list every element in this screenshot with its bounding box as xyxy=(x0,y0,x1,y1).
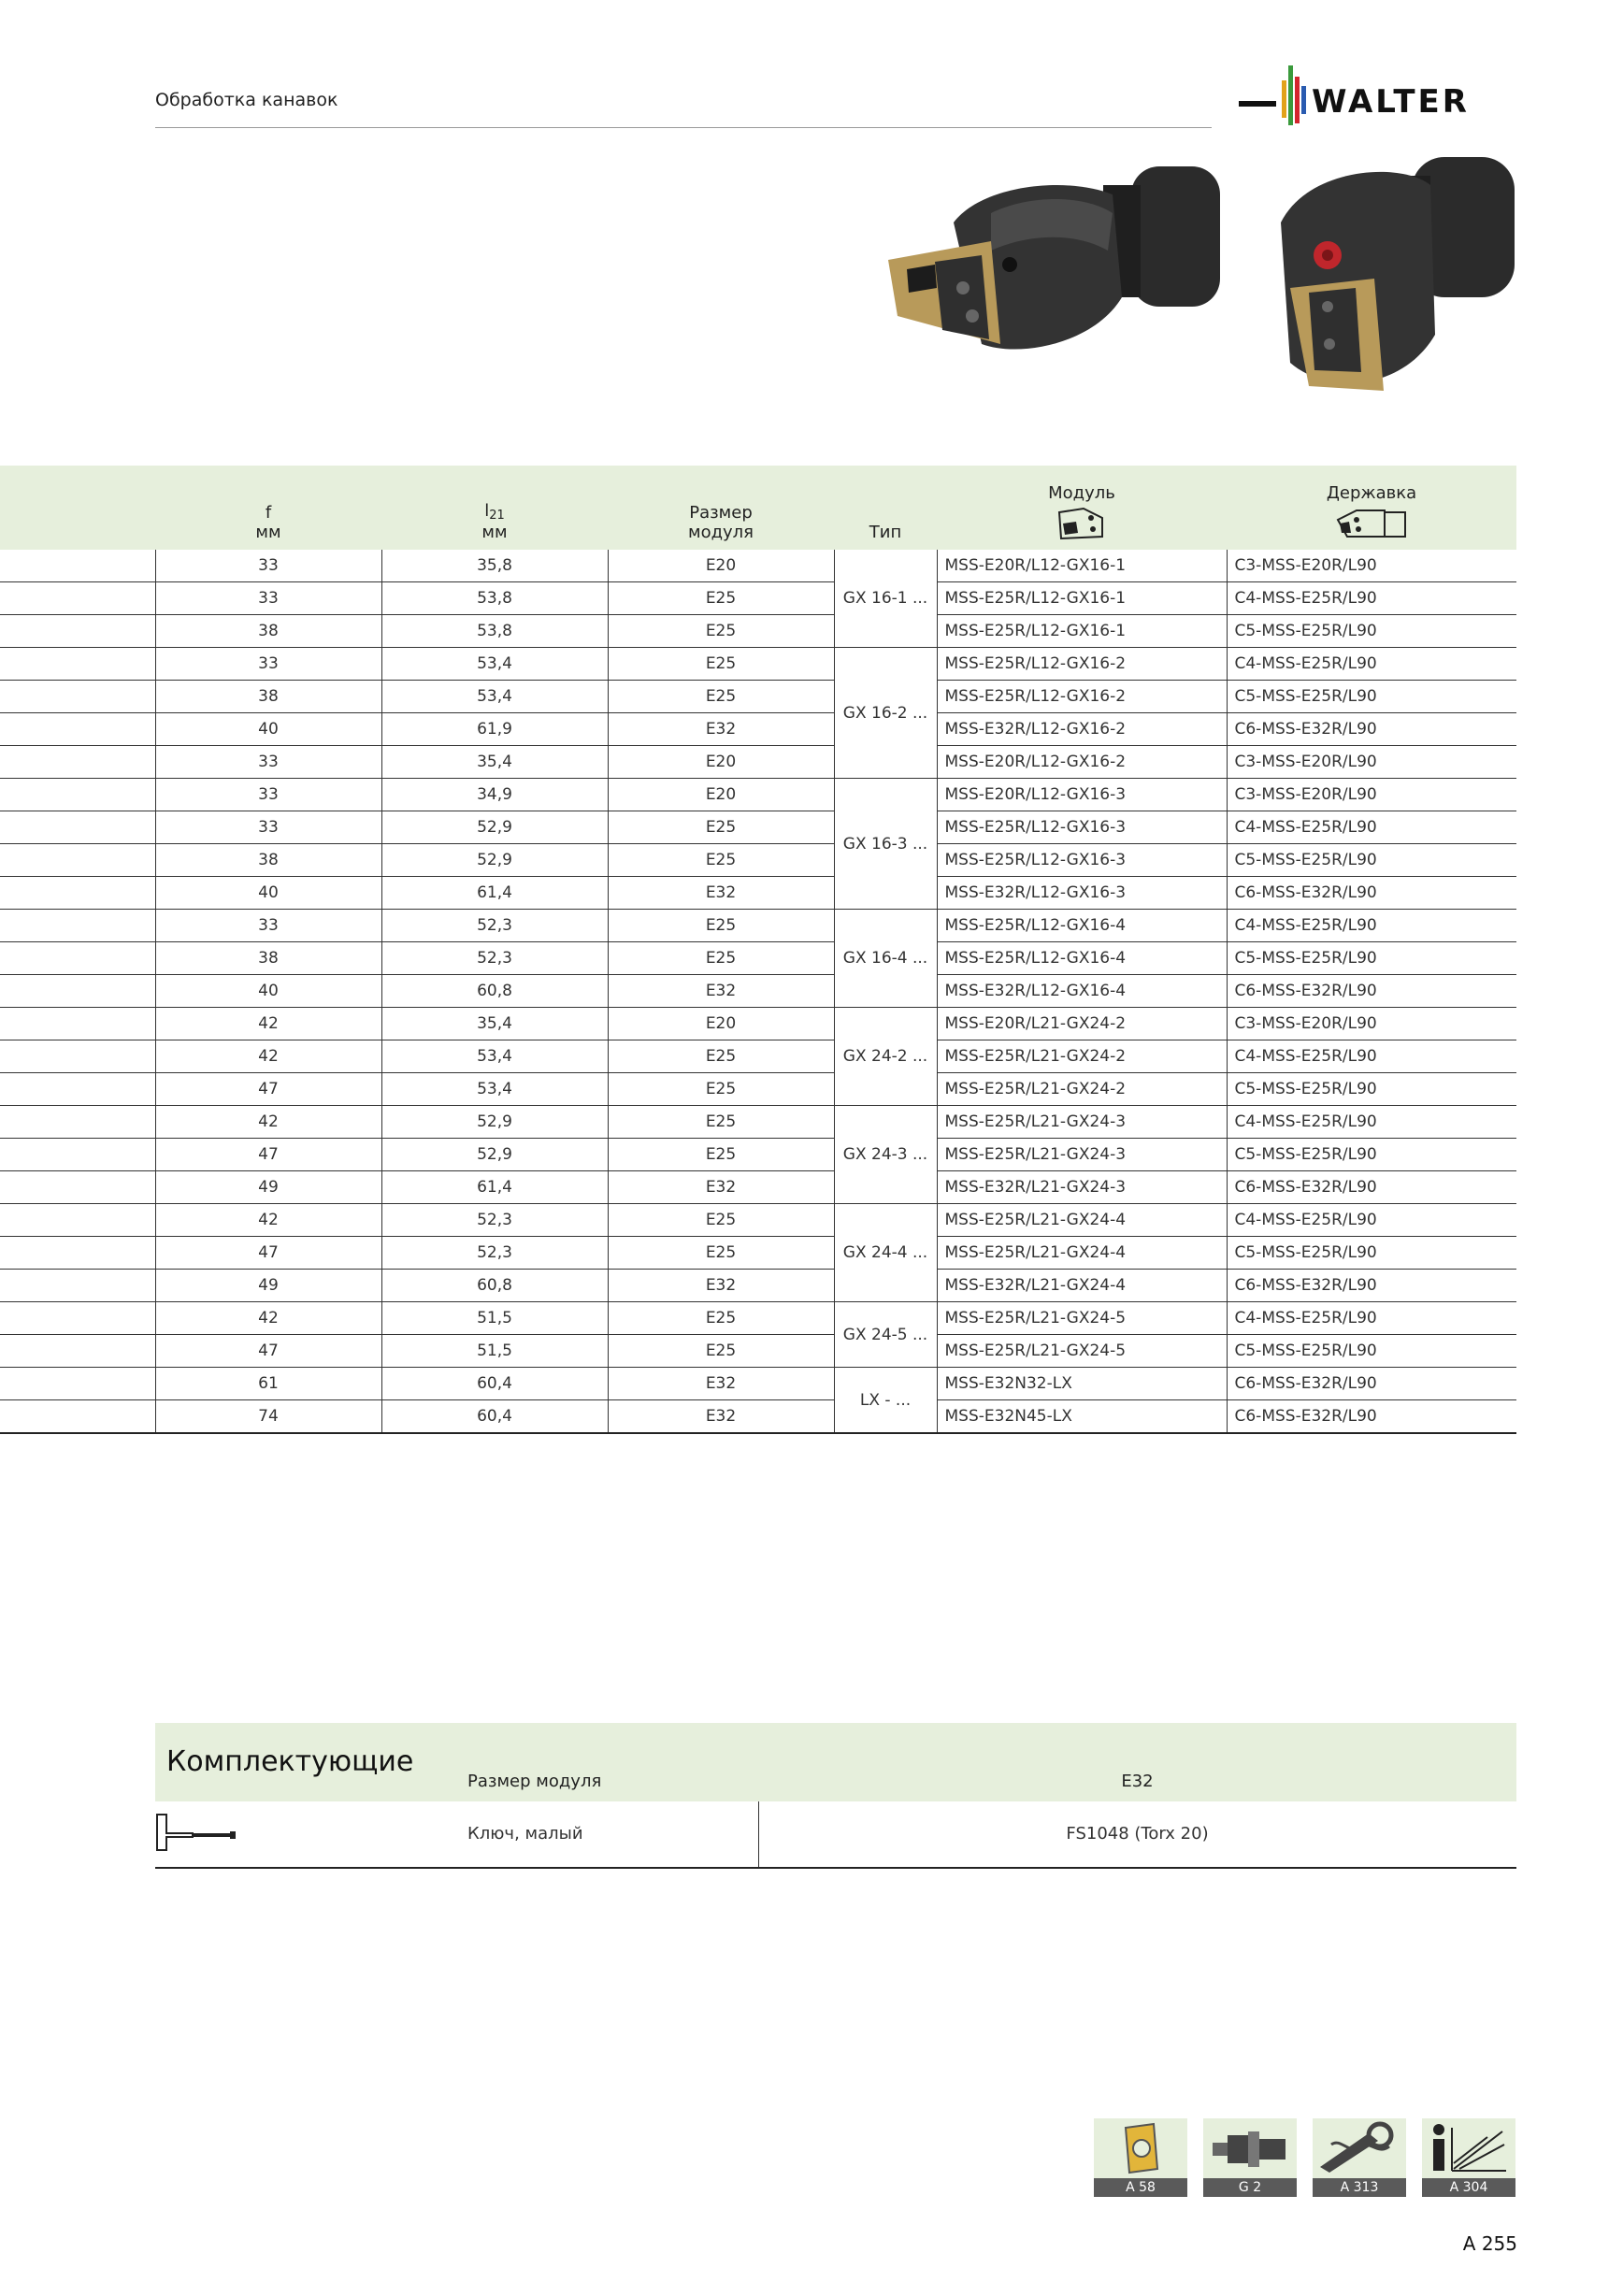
cell-module-code: MSS-E20R/L12-GX16-2 xyxy=(937,746,1227,779)
cell-module-size: E25 xyxy=(608,681,834,713)
cell-module-size: E25 xyxy=(608,1139,834,1171)
ref-label-1: A 58 xyxy=(1094,2178,1187,2197)
cell-module-code: MSS-E25R/L12-GX16-3 xyxy=(937,811,1227,844)
row-lead-cell xyxy=(0,615,155,648)
cell-f: 33 xyxy=(155,746,381,779)
cell-f: 33 xyxy=(155,910,381,942)
cell-module-size: E20 xyxy=(608,550,834,582)
cell-l21: 35,4 xyxy=(381,1008,608,1040)
row-lead-cell xyxy=(0,681,155,713)
cell-module-size: E32 xyxy=(608,975,834,1008)
table-row xyxy=(0,1139,1516,1171)
cell-holder-code: C5-MSS-E25R/L90 xyxy=(1227,1335,1516,1368)
table-row xyxy=(0,582,1516,615)
table-row xyxy=(0,1106,1516,1139)
cell-module-size: E25 xyxy=(608,1302,834,1335)
cell-module-code: MSS-E32R/L12-GX16-4 xyxy=(937,975,1227,1008)
cell-holder-code: C6-MSS-E32R/L90 xyxy=(1227,1368,1516,1400)
accessories-section xyxy=(155,1723,1516,1869)
row-lead-cell xyxy=(0,1368,155,1400)
adaptor-icon xyxy=(1203,2118,1297,2178)
cell-f: 33 xyxy=(155,811,381,844)
cell-l21: 51,5 xyxy=(381,1335,608,1368)
tool-photo-holder xyxy=(1271,148,1524,405)
cell-module-code: MSS-E32N32-LX xyxy=(937,1368,1227,1400)
table-row xyxy=(0,1008,1516,1040)
cell-f: 49 xyxy=(155,1270,381,1302)
cell-f: 38 xyxy=(155,615,381,648)
cell-holder-code: C6-MSS-E32R/L90 xyxy=(1227,1171,1516,1204)
cell-holder-code: C4-MSS-E25R/L90 xyxy=(1227,1204,1516,1237)
cell-f: 47 xyxy=(155,1237,381,1270)
cell-l21: 53,8 xyxy=(381,582,608,615)
table-row xyxy=(0,975,1516,1008)
ref-tile-info[interactable] xyxy=(1422,2118,1515,2197)
walter-logo xyxy=(1239,60,1519,135)
cell-holder-code: C3-MSS-E20R/L90 xyxy=(1227,779,1516,811)
cell-holder-code: C5-MSS-E25R/L90 xyxy=(1227,1139,1516,1171)
cell-f: 61 xyxy=(155,1368,381,1400)
cell-holder-code: C6-MSS-E32R/L90 xyxy=(1227,975,1516,1008)
row-lead-cell xyxy=(0,975,155,1008)
table-row xyxy=(0,615,1516,648)
table-row xyxy=(0,1270,1516,1302)
row-lead-cell xyxy=(0,844,155,877)
row-lead-cell xyxy=(0,877,155,910)
accessory-item-name: Ключ, малый xyxy=(467,1824,583,1844)
accessories-row xyxy=(155,1801,1516,1869)
cell-module-size: E32 xyxy=(608,1171,834,1204)
cell-l21: 52,9 xyxy=(381,1106,608,1139)
cell-f: 42 xyxy=(155,1040,381,1073)
cell-module-size: E25 xyxy=(608,1073,834,1106)
cell-module-code: MSS-E25R/L21-GX24-2 xyxy=(937,1073,1227,1106)
cell-holder-code: C3-MSS-E20R/L90 xyxy=(1227,1008,1516,1040)
holder-icon xyxy=(1334,505,1409,542)
cell-module-size: E25 xyxy=(608,942,834,975)
cell-holder-code: C5-MSS-E25R/L90 xyxy=(1227,681,1516,713)
cell-module-size: E25 xyxy=(608,615,834,648)
cell-type-group: LX - ... xyxy=(834,1368,937,1434)
section-title: Обработка канавок xyxy=(155,90,338,110)
cell-module-size: E32 xyxy=(608,1270,834,1302)
cell-holder-code: C4-MSS-E25R/L90 xyxy=(1227,1302,1516,1335)
cell-l21: 60,4 xyxy=(381,1368,608,1400)
cell-module-size: E32 xyxy=(608,1400,834,1434)
row-lead-cell xyxy=(0,1335,155,1368)
cell-module-code: MSS-E25R/L12-GX16-1 xyxy=(937,582,1227,615)
cell-module-code: MSS-E25R/L12-GX16-2 xyxy=(937,681,1227,713)
row-lead-cell xyxy=(0,910,155,942)
cell-module-size: E25 xyxy=(608,1040,834,1073)
table-row xyxy=(0,1237,1516,1270)
cell-module-code: MSS-E20R/L12-GX16-3 xyxy=(937,779,1227,811)
ref-tile-technical[interactable] xyxy=(1313,2118,1406,2197)
cell-f: 74 xyxy=(155,1400,381,1434)
module-icon xyxy=(1056,505,1108,542)
cell-holder-code: C4-MSS-E25R/L90 xyxy=(1227,1040,1516,1073)
tool-photo-grooving-module xyxy=(879,157,1239,405)
table-row xyxy=(0,746,1516,779)
cell-module-size: E25 xyxy=(608,582,834,615)
header-holder: Державка xyxy=(1227,466,1516,550)
cell-module-code: MSS-E32R/L21-GX24-4 xyxy=(937,1270,1227,1302)
row-lead-cell xyxy=(0,1400,155,1434)
row-lead-cell xyxy=(0,1139,155,1171)
cell-f: 40 xyxy=(155,975,381,1008)
row-lead-cell xyxy=(0,1204,155,1237)
table-row xyxy=(0,1073,1516,1106)
cell-holder-code: C6-MSS-E32R/L90 xyxy=(1227,713,1516,746)
cell-module-code: MSS-E25R/L21-GX24-2 xyxy=(937,1040,1227,1073)
cell-module-size: E25 xyxy=(608,1204,834,1237)
cell-f: 38 xyxy=(155,844,381,877)
cell-module-code: MSS-E25R/L21-GX24-5 xyxy=(937,1302,1227,1335)
cell-l21: 60,8 xyxy=(381,1270,608,1302)
row-lead-cell xyxy=(0,1237,155,1270)
cell-holder-code: C4-MSS-E25R/L90 xyxy=(1227,648,1516,681)
header-f: f мм xyxy=(255,503,281,542)
cell-module-size: E25 xyxy=(608,1237,834,1270)
table-row xyxy=(0,1400,1516,1434)
row-lead-cell xyxy=(0,1270,155,1302)
cell-holder-code: C5-MSS-E25R/L90 xyxy=(1227,942,1516,975)
cell-f: 42 xyxy=(155,1302,381,1335)
wrench-icon xyxy=(1313,2118,1406,2178)
cell-holder-code: C3-MSS-E20R/L90 xyxy=(1227,550,1516,582)
cell-module-code: MSS-E25R/L21-GX24-4 xyxy=(937,1237,1227,1270)
cell-l21: 53,4 xyxy=(381,1040,608,1073)
cell-holder-code: C5-MSS-E25R/L90 xyxy=(1227,1237,1516,1270)
table-row xyxy=(0,779,1516,811)
table-row xyxy=(0,1171,1516,1204)
row-lead-cell xyxy=(0,582,155,615)
row-lead-cell xyxy=(0,746,155,779)
cell-module-code: MSS-E25R/L21-GX24-5 xyxy=(937,1335,1227,1368)
cell-l21: 51,5 xyxy=(381,1302,608,1335)
cell-module-code: MSS-E25R/L12-GX16-1 xyxy=(937,615,1227,648)
accessories-size-label: Размер модуля xyxy=(467,1772,602,1791)
cell-holder-code: C6-MSS-E32R/L90 xyxy=(1227,877,1516,910)
cell-l21: 53,8 xyxy=(381,615,608,648)
svg-text:WALTER: WALTER xyxy=(1312,83,1470,121)
cell-f: 38 xyxy=(155,681,381,713)
cell-module-code: MSS-E32R/L12-GX16-3 xyxy=(937,877,1227,910)
cell-l21: 52,9 xyxy=(381,844,608,877)
header-l21: $l_{21}$ мм xyxy=(481,501,508,542)
cell-module-code: MSS-E25R/L12-GX16-4 xyxy=(937,942,1227,975)
header-module: Модуль xyxy=(937,466,1227,550)
cell-f: 40 xyxy=(155,713,381,746)
info-chart-icon xyxy=(1422,2118,1515,2178)
cell-module-code: MSS-E25R/L21-GX24-3 xyxy=(937,1106,1227,1139)
cell-l21: 52,9 xyxy=(381,1139,608,1171)
cell-module-code: MSS-E20R/L21-GX24-2 xyxy=(937,1008,1227,1040)
cell-l21: 61,9 xyxy=(381,713,608,746)
cell-holder-code: C5-MSS-E25R/L90 xyxy=(1227,1073,1516,1106)
cell-module-size: E25 xyxy=(608,811,834,844)
cell-module-code: MSS-E20R/L12-GX16-1 xyxy=(937,550,1227,582)
table-row xyxy=(0,1368,1516,1400)
cell-l21: 52,3 xyxy=(381,910,608,942)
cell-f: 42 xyxy=(155,1106,381,1139)
cell-module-size: E25 xyxy=(608,648,834,681)
accessories-title: Комплектующие xyxy=(166,1745,414,1778)
cell-l21: 52,9 xyxy=(381,811,608,844)
accessories-size-value: E32 xyxy=(1121,1772,1154,1791)
cell-f: 33 xyxy=(155,550,381,582)
cell-l21: 35,4 xyxy=(381,746,608,779)
row-lead-cell xyxy=(0,1171,155,1204)
table-row xyxy=(0,550,1516,582)
cell-f: 47 xyxy=(155,1139,381,1171)
cell-holder-code: C4-MSS-E25R/L90 xyxy=(1227,1106,1516,1139)
cell-module-size: E25 xyxy=(608,844,834,877)
cell-f: 42 xyxy=(155,1008,381,1040)
row-lead-cell xyxy=(0,550,155,582)
cell-module-code: MSS-E25R/L12-GX16-2 xyxy=(937,648,1227,681)
cell-l21: 52,3 xyxy=(381,1237,608,1270)
torx-key-icon xyxy=(155,1813,239,1856)
cell-module-size: E32 xyxy=(608,713,834,746)
cell-holder-code: C6-MSS-E32R/L90 xyxy=(1227,1400,1516,1434)
cell-l21: 61,4 xyxy=(381,1171,608,1204)
header-blank xyxy=(0,466,155,550)
cell-l21: 60,4 xyxy=(381,1400,608,1434)
row-lead-cell xyxy=(0,648,155,681)
row-lead-cell xyxy=(0,1106,155,1139)
cell-l21: 35,8 xyxy=(381,550,608,582)
cell-module-size: E25 xyxy=(608,910,834,942)
row-lead-cell xyxy=(0,779,155,811)
cell-holder-code: C5-MSS-E25R/L90 xyxy=(1227,844,1516,877)
cell-type-group: GX 24-2 ... xyxy=(834,1008,937,1106)
table-row xyxy=(0,1040,1516,1073)
row-lead-cell xyxy=(0,713,155,746)
table-row xyxy=(0,811,1516,844)
cell-l21: 52,3 xyxy=(381,942,608,975)
table-row xyxy=(0,713,1516,746)
row-lead-cell xyxy=(0,811,155,844)
cell-module-code: MSS-E25R/L12-GX16-4 xyxy=(937,910,1227,942)
cell-l21: 61,4 xyxy=(381,877,608,910)
cell-type-group: GX 24-5 ... xyxy=(834,1302,937,1368)
ref-label-2: G 2 xyxy=(1203,2178,1297,2197)
cell-module-code: MSS-E25R/L21-GX24-3 xyxy=(937,1139,1227,1171)
cell-type-group: GX 16-3 ... xyxy=(834,779,937,910)
cell-module-size: E25 xyxy=(608,1106,834,1139)
accessory-item-value: FS1048 (Torx 20) xyxy=(1066,1824,1209,1844)
cell-holder-code: C4-MSS-E25R/L90 xyxy=(1227,582,1516,615)
ref-tile-insert[interactable] xyxy=(1094,2118,1187,2197)
cell-holder-code: C6-MSS-E32R/L90 xyxy=(1227,1270,1516,1302)
cell-f: 42 xyxy=(155,1204,381,1237)
table-row xyxy=(0,877,1516,910)
ref-label-4: A 304 xyxy=(1422,2178,1515,2197)
cell-type-group: GX 16-1 ... xyxy=(834,550,937,648)
cell-f: 33 xyxy=(155,648,381,681)
cell-module-code: MSS-E25R/L12-GX16-3 xyxy=(937,844,1227,877)
row-lead-cell xyxy=(0,1008,155,1040)
cell-type-group: GX 24-3 ... xyxy=(834,1106,937,1204)
cell-f: 33 xyxy=(155,582,381,615)
accessories-header xyxy=(155,1723,1516,1801)
cell-module-code: MSS-E32R/L21-GX24-3 xyxy=(937,1171,1227,1204)
table-row xyxy=(0,681,1516,713)
cell-holder-code: C3-MSS-E20R/L90 xyxy=(1227,746,1516,779)
cell-type-group: GX 16-4 ... xyxy=(834,910,937,1008)
cell-l21: 34,9 xyxy=(381,779,608,811)
cell-module-size: E32 xyxy=(608,1368,834,1400)
cell-l21: 60,8 xyxy=(381,975,608,1008)
header-type: Тип xyxy=(869,523,902,542)
cell-holder-code: C5-MSS-E25R/L90 xyxy=(1227,615,1516,648)
cell-module-size: E32 xyxy=(608,877,834,910)
cell-type-group: GX 24-4 ... xyxy=(834,1204,937,1302)
cell-l21: 52,3 xyxy=(381,1204,608,1237)
cell-l21: 53,4 xyxy=(381,1073,608,1106)
table-row xyxy=(0,942,1516,975)
cell-module-code: MSS-E32N45-LX xyxy=(937,1400,1227,1434)
cell-f: 38 xyxy=(155,942,381,975)
table-row xyxy=(0,648,1516,681)
ref-label-3: A 313 xyxy=(1313,2178,1406,2197)
cell-module-size: E20 xyxy=(608,1008,834,1040)
row-lead-cell xyxy=(0,1073,155,1106)
table-row xyxy=(0,910,1516,942)
header-module-size: Размер модуля xyxy=(687,503,754,542)
insert-icon xyxy=(1094,2118,1187,2178)
cell-f: 47 xyxy=(155,1335,381,1368)
cell-holder-code: C4-MSS-E25R/L90 xyxy=(1227,910,1516,942)
cell-l21: 53,4 xyxy=(381,648,608,681)
row-lead-cell xyxy=(0,1040,155,1073)
ref-tile-adaptor[interactable] xyxy=(1203,2118,1297,2197)
page-number: A 255 xyxy=(1462,2232,1517,2255)
row-lead-cell xyxy=(0,1302,155,1335)
cell-l21: 53,4 xyxy=(381,681,608,713)
cell-module-code: MSS-E32R/L12-GX16-2 xyxy=(937,713,1227,746)
cell-f: 33 xyxy=(155,779,381,811)
header-divider xyxy=(155,127,1212,128)
cell-f: 40 xyxy=(155,877,381,910)
cell-module-size: E20 xyxy=(608,746,834,779)
cell-f: 47 xyxy=(155,1073,381,1106)
table-row xyxy=(0,1302,1516,1335)
table-row xyxy=(0,844,1516,877)
cell-module-code: MSS-E25R/L21-GX24-4 xyxy=(937,1204,1227,1237)
product-table xyxy=(0,466,1516,1434)
table-header-row xyxy=(0,466,1516,550)
row-lead-cell xyxy=(0,942,155,975)
cell-module-size: E25 xyxy=(608,1335,834,1368)
cell-module-size: E20 xyxy=(608,779,834,811)
cell-f: 49 xyxy=(155,1171,381,1204)
table-row xyxy=(0,1204,1516,1237)
cell-type-group: GX 16-2 ... xyxy=(834,648,937,779)
table-row xyxy=(0,1335,1516,1368)
cell-holder-code: C4-MSS-E25R/L90 xyxy=(1227,811,1516,844)
